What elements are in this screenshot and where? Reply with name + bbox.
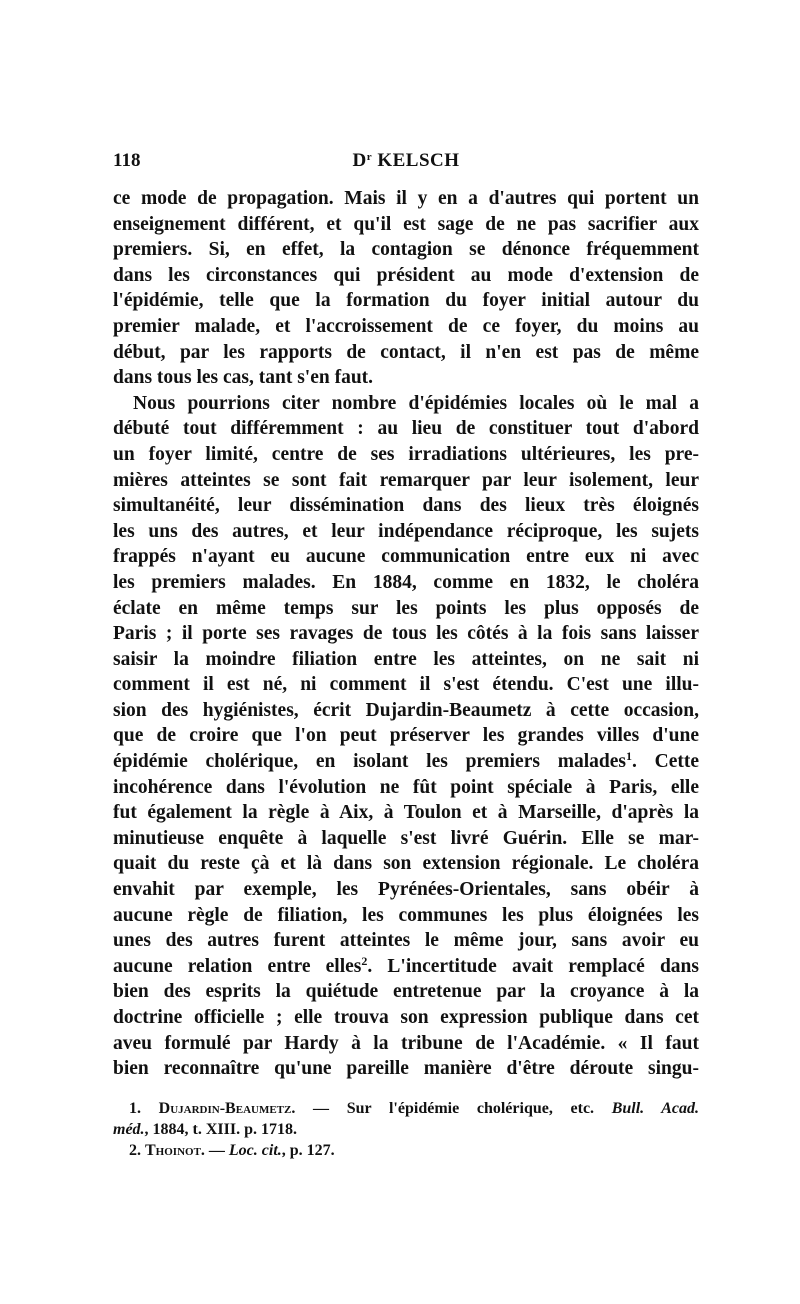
footnote-text: Sur l'épidémie cholérique, etc. xyxy=(346,1100,595,1117)
footnote-1 xyxy=(113,1098,699,1119)
text-line: éclate en même temps sur les points les plus opposés de xyxy=(113,597,699,619)
text-line: doctrine officielle ; elle trouva son expression publique dans cet xyxy=(113,1007,699,1028)
text-line: minutieuse enquête à laquelle s'est livré Guérin. Elle se mar- xyxy=(113,827,699,849)
text-line: un foyer limité, centre de ses irradiations ultérieures, les pre- xyxy=(113,443,699,465)
footnotes xyxy=(113,1098,699,1161)
footnote-journal: Loc. cit. xyxy=(228,1142,282,1159)
text-segment: . Cette xyxy=(631,751,699,773)
footnote-details: , 1884, t. XIII. p. 1718. xyxy=(144,1121,298,1138)
text-line: débuté tout différemment : au lieu de constituer tout d'abord xyxy=(113,418,699,440)
text-line: premier malade, et l'accroissement de ce foyer, du moins au xyxy=(113,315,699,337)
text-line: simultanéité, leur dissémination dans des lieux très éloignés xyxy=(113,495,699,517)
footnote-number: 1. xyxy=(129,1100,141,1117)
text-line: l'épidémie, telle que la formation du foyer initial autour du xyxy=(113,290,699,312)
text-line: comment il est né, ni comment il s'est étendu. C'est une illu- xyxy=(113,674,699,696)
body-text xyxy=(113,186,699,1082)
text-line: fut également la règle à Aix, à Toulon et à Marseille, d'après la xyxy=(113,802,699,824)
text-line: les premiers malades. En 1884, comme en 1832, le choléra xyxy=(113,571,699,593)
text-line: premiers. Si, en effet, la contagion se dénonce fréquemment xyxy=(113,239,699,261)
text-line: Paris ; il porte ses ravages de tous les côtés à la fois sans laisser xyxy=(113,623,699,645)
footnote-dash: — xyxy=(208,1142,225,1159)
text-line xyxy=(113,749,699,775)
text-line: ce mode de propagation. Mais il y en a d'autres qui portent un xyxy=(113,188,699,209)
footnote-author: Dujardin-Beaumetz. xyxy=(158,1100,296,1117)
footnote-journal-cont: méd. xyxy=(113,1121,145,1138)
footnote-1-cont xyxy=(113,1119,699,1140)
footnote-number: 2. xyxy=(129,1142,141,1159)
text-line: les uns des autres, et leur indépendance réciproque, les sujets xyxy=(113,520,699,542)
text-line: sion des hygiénistes, écrit Dujardin-Beaumetz à cette occasion, xyxy=(113,699,699,721)
text-line: envahit par exemple, les Pyrénées-Orientales, sans obéir à xyxy=(113,879,699,901)
text-line: début, par les rapports de contact, il n'en est pas de même xyxy=(113,341,699,363)
text-line: quait du reste çà et là dans son extension régionale. Le choléra xyxy=(113,853,699,875)
text-segment: épidémie cholérique, en isolant les premiers malades xyxy=(113,751,626,773)
text-line: bien reconnaître qu'une pareille manière d'être déroute singu- xyxy=(113,1058,699,1080)
text-line: dans tous les cas, tant s'en faut. xyxy=(113,367,374,389)
footnote-dash: — xyxy=(313,1100,330,1117)
text-line: saisir la moindre filiation entre les atteintes, on ne sait ni xyxy=(113,648,699,670)
text-segment: . L'incertitude avait remplacé dans xyxy=(367,955,699,977)
author-prefix-sup: r xyxy=(366,151,373,163)
footnote-ref: 2 xyxy=(361,953,368,968)
running-header xyxy=(113,150,699,176)
text-line: bien des esprits la quiétude entretenue par la croyance à la xyxy=(113,981,699,1003)
text-line: aucune règle de filiation, les communes les plus éloignées les xyxy=(113,904,699,926)
text-line: frappés n'ayant eu aucune communication entre eux ni avec xyxy=(113,546,699,568)
text-line: mières atteintes se sont fait remarquer par leur isolement, leur xyxy=(113,469,699,491)
text-line: dans les circonstances qui président au mode d'extension de xyxy=(113,264,699,286)
text-line: unes des autres furent atteintes le même jour, sans avoir eu xyxy=(113,930,699,952)
author-prefix: D xyxy=(352,150,367,171)
running-title xyxy=(113,150,699,172)
footnote-journal: Bull. Acad. xyxy=(611,1100,700,1117)
footnote-details: , p. 127. xyxy=(281,1142,335,1159)
text-line xyxy=(113,954,699,980)
page-number: 118 xyxy=(113,150,141,171)
text-line: Nous pourrions citer nombre d'épidémies locales où le mal a xyxy=(133,392,699,414)
text-segment: aucune relation entre elles xyxy=(113,955,362,977)
footnote-2 xyxy=(113,1140,699,1161)
text-line: incohérence dans l'évolution ne fût point spéciale à Paris, elle xyxy=(113,776,699,798)
text-line: que de croire que l'on peut préserver les grandes villes d'une xyxy=(113,725,699,747)
footnote-ref: 1 xyxy=(625,749,632,764)
text-line: aveu formulé par Hardy à la tribune de l'Académie. « Il faut xyxy=(113,1032,699,1054)
author-name: KELSCH xyxy=(377,150,460,171)
text-line: enseignement différent, et qu'il est sage de ne pas sacrifier aux xyxy=(113,213,699,235)
footnote-author: Thoinot. xyxy=(145,1142,205,1159)
